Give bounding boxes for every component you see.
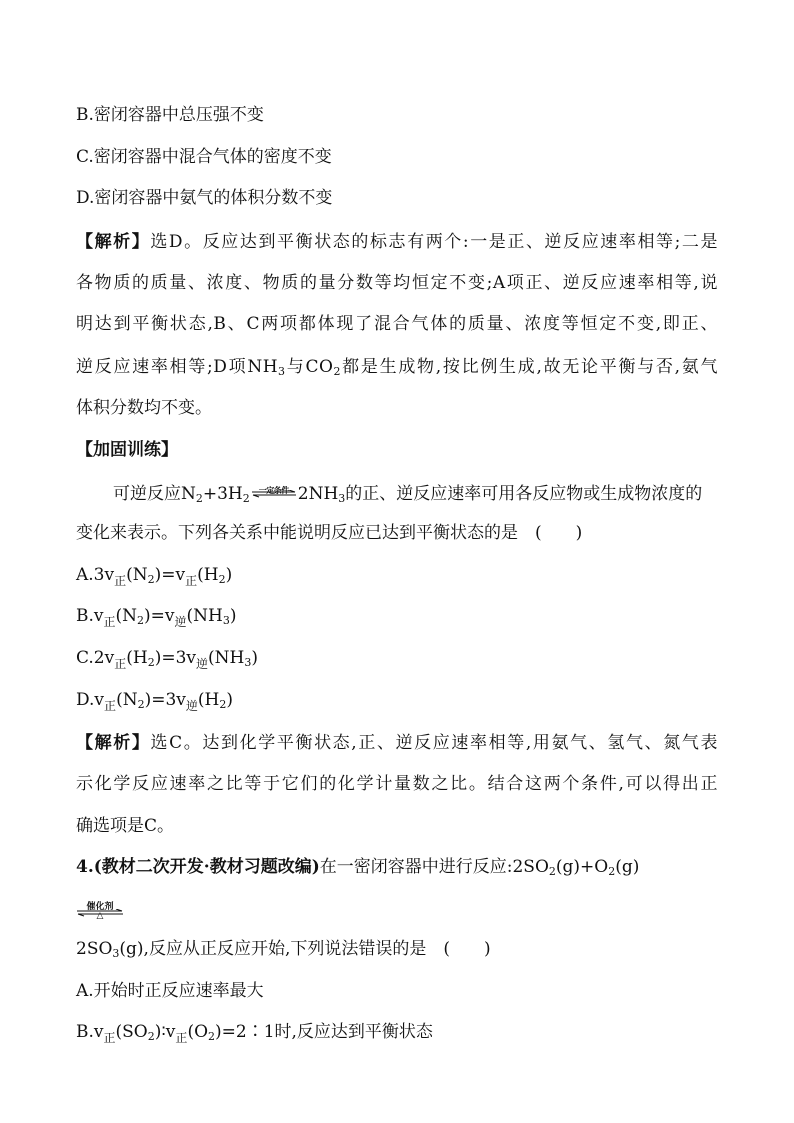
q3-option-c: C.密闭容器中混合气体的密度不变 [76,147,332,167]
training-option-d: $D.v_正(N_2)=3v_逆(H_2)$ [76,690,233,713]
q4-source: (教材二次开发·教材习题改编) [93,857,320,877]
q4-stem-a: 在一密闭容器中进行反应:2SO [319,857,549,877]
analysis1-line4-b: 与CO [285,357,334,377]
q4-stem-line2: $2SO_3(g)$,反应从正反应开始,下列说法错误的是 ( ) [76,939,491,960]
analysis1-line1 [76,231,718,253]
training-option-c: $C.2v_正(H_2)=3v_逆(NH_3)$ [76,648,259,671]
q4-option-b: $B.v_正(SO_2)∶v_正(O_2)=2∶1$时,反应达到平衡状态 [76,1022,433,1045]
catalyst-equilibrium-arrow [76,899,124,923]
subscript: 2 [195,492,203,505]
training-option-a: $A.3v_正(N_2)=v_正(H_2)$ [76,565,233,588]
training-stem-line1 [113,481,702,505]
analysis1-line4-a: 逆反应速率相等;D项NH [76,357,279,377]
analysis1-line4-c: 都是生成物,按比例生成,故无论平衡与否,氨气 [340,357,718,377]
analysis2-line2: 示化学反应速率之比等于它们的化学计量数之比。结合这两个条件,可以得出正 [76,774,718,794]
q3-option-d: D.密闭容器中氨气的体积分数不变 [76,188,333,208]
training-stem-c: 2NH [297,484,339,504]
training-stem-a: 可逆反应N [113,484,196,504]
analysis1-line4 [76,356,718,378]
subscript: 3 [338,492,346,505]
analysis2-line1 [76,732,718,754]
equilibrium-arrow [251,481,297,503]
heat-symbol: △ [96,911,104,921]
training-option-b: $B.v_正(N_2)=v_逆(NH_3)$ [76,606,237,629]
analysis1-text1: 选D。反应达到平衡状态的标志有两个:一是正、逆反应速率相等;二是 [150,232,719,252]
training-stem-line2: 变化来表示。下列各关系中能说明反应已达到平衡状态的是 ( ) [76,523,583,543]
analysis2-text1: 选C。达到化学平衡状态,正、逆反应速率相等,用氨气、氢气、氮气表 [150,733,718,753]
analysis1-label: 【解析】 [76,232,151,252]
analysis1-line2: 各物质的质量、浓度、物质的量分数等均恒定不变;A项正、逆反应速率相等,说 [76,273,718,293]
q4-option-a: A.开始时正反应速率最大 [76,981,264,1001]
analysis2-label: 【解析】 [76,733,151,753]
subscript: 2 [242,492,250,505]
q4-number: 4. [76,857,94,877]
subscript: 2 [333,365,341,378]
training-stem-b: +3H [202,484,243,504]
analysis2-line3: 确选项是C。 [76,816,175,836]
q3-option-b: B.密闭容器中总压强不变 [76,105,264,125]
analysis1-line5: 体积分数均不变。 [76,398,212,418]
training-stem-d: 的正、逆反应速率可用各反应物或生成物浓度的 [345,484,703,504]
subscript: 3 [278,365,286,378]
q4-stem-line1: 4.(教材二次开发·教材习题改编)在一密闭容器中进行反应$:2SO_2(g)+O_2(g)$ [76,857,640,878]
arrow-condition: 一定条件 [258,486,289,495]
analysis1-line3: 明达到平衡状态,B、C两项都体现了混合气体的质量、浓度等恒定不变,即正、 [76,314,718,334]
training-title: 【加固训练】 [76,440,178,460]
catalyst-label: 催化剂 [86,902,114,912]
